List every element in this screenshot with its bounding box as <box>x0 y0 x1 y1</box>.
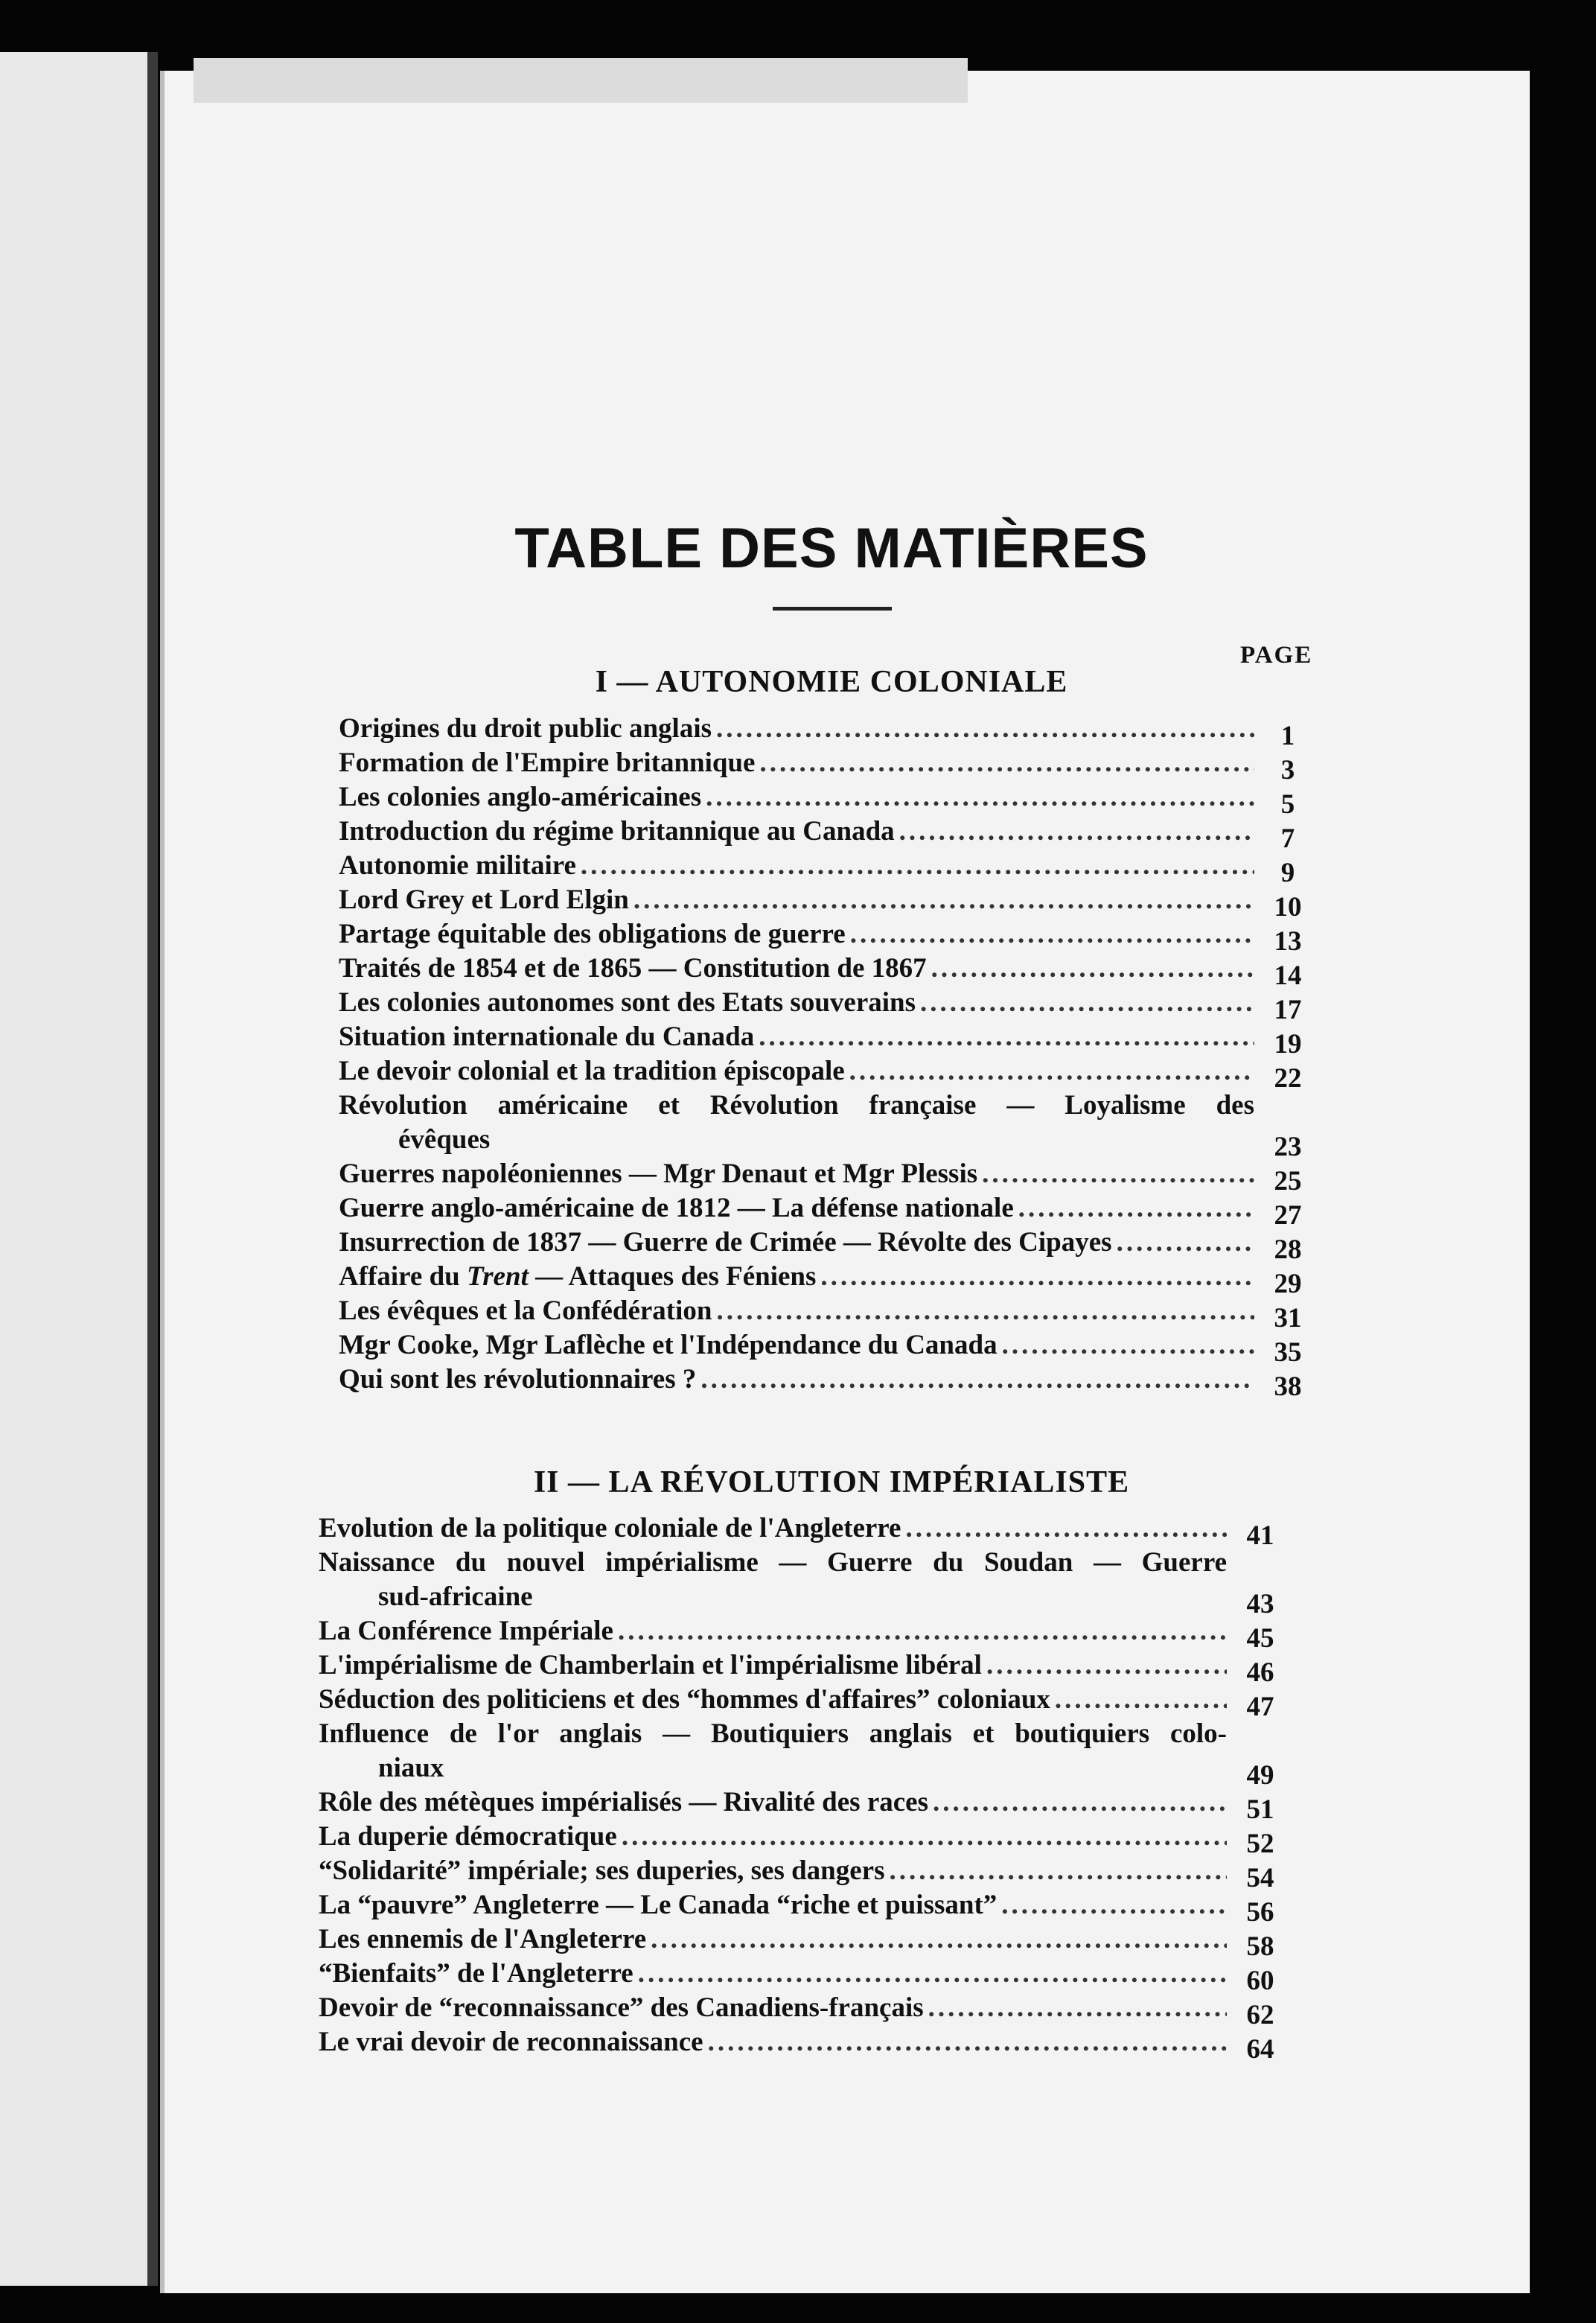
toc-entry-title-line2 <box>398 1123 1254 1157</box>
toc-page-number: 13 <box>1274 926 1302 957</box>
dot-leader <box>933 1785 1227 1820</box>
toc-entry-title-line1: Révolution américaine et Révolution française — Loyalisme des <box>339 1090 1254 1121</box>
page-top-strip <box>194 58 968 103</box>
toc-entry-title: Guerre anglo-américaine de 1812 — La défense nationale <box>339 1193 1014 1223</box>
toc-page-number: 14 <box>1274 960 1302 991</box>
toc-entry <box>319 1991 1286 2030</box>
dot-leader <box>581 849 1254 883</box>
toc-entry-title: Mgr Cooke, Mgr Laflèche et l'Indépendance du Canada <box>339 1330 998 1360</box>
dot-leader <box>638 1957 1227 1991</box>
dot-leader <box>708 2025 1227 2059</box>
toc-entry-title: La “pauvre” Angleterre — Le Canada “riche et puissant” <box>319 1890 998 1920</box>
dot-leader <box>920 986 1254 1020</box>
dot-leader <box>1002 1328 1254 1363</box>
toc-entry-title: Le devoir colonial et la tradition épiscopale <box>339 1056 845 1086</box>
toc-page-number: 35 <box>1274 1337 1302 1368</box>
toc-page-number: 17 <box>1274 995 1302 1025</box>
toc-entry-title: Evolution de la politique coloniale de l'Angleterre <box>319 1513 901 1543</box>
toc-entry-title-line1: Naissance du nouvel impérialisme — Guerre du Soudan — Guerre <box>319 1547 1227 1578</box>
toc-entry <box>339 1191 1314 1231</box>
toc-entry-title: L'impérialisme de Chamberlain et l'impérialisme libéral <box>319 1650 982 1680</box>
toc-entry <box>339 1363 1314 1402</box>
toc-page-number: 3 <box>1280 755 1295 786</box>
toc-page-number: 41 <box>1246 1520 1274 1551</box>
dot-leader <box>928 1991 1227 2025</box>
toc-entry <box>339 1020 1314 1059</box>
dot-leader <box>820 1260 1254 1294</box>
toc-entry-title-italic: Trent <box>466 1261 529 1292</box>
dot-leader <box>716 712 1254 746</box>
toc-entry <box>319 1717 1286 1791</box>
toc-entry-continuation: niaux <box>378 1753 444 1783</box>
toc-entry <box>339 1089 1314 1162</box>
toc-entry <box>339 952 1314 991</box>
toc-entry-title <box>339 1260 816 1294</box>
toc-entry <box>319 2025 1286 2065</box>
toc-entry-title: Séduction des politiciens et des “hommes d'affaires” coloniaux <box>319 1684 1050 1715</box>
toc-entry-continuation: évêques <box>398 1124 491 1155</box>
toc-entry-title: “Solidarité” impériale; ses duperies, ses dangers <box>319 1855 885 1886</box>
dot-leader <box>1001 1888 1227 1922</box>
toc-entry <box>319 1854 1286 1893</box>
toc-entry <box>339 780 1314 820</box>
dot-leader <box>1055 1683 1227 1717</box>
toc-page-number: 23 <box>1274 1132 1302 1162</box>
toc-page-number: 54 <box>1246 1863 1274 1893</box>
dot-leader <box>849 1054 1254 1089</box>
dot-leader <box>1117 1226 1254 1260</box>
dot-leader <box>982 1157 1254 1191</box>
dot-leader <box>759 746 1254 780</box>
dot-leader <box>633 883 1254 917</box>
toc-page-number: 45 <box>1246 1623 1274 1654</box>
toc-page-number: 25 <box>1274 1166 1302 1196</box>
toc-entry <box>339 712 1314 751</box>
toc-entry <box>339 746 1314 786</box>
toc-entry-title: Rôle des métèques impérialisés — Rivalité des races <box>319 1787 928 1817</box>
section-heading-1: I — AUTONOMIE COLONIALE <box>595 665 1068 699</box>
toc-page-number: 31 <box>1274 1303 1302 1333</box>
page-gutter <box>147 52 158 2286</box>
toc-page-number: 1 <box>1280 721 1295 751</box>
toc-page-number: 43 <box>1246 1589 1274 1619</box>
toc-page-number: 9 <box>1280 858 1295 888</box>
toc-entry-title: “Bienfaits” de l'Angleterre <box>319 1958 633 1989</box>
toc-page-number: 64 <box>1246 2034 1274 2065</box>
toc-entry <box>319 1614 1286 1654</box>
toc-page-number: 5 <box>1280 789 1295 820</box>
toc-page-number: 47 <box>1246 1692 1274 1722</box>
toc-entry-title: Les colonies anglo-américaines <box>339 782 702 812</box>
toc-entry-title: Devoir de “reconnaissance” des Canadiens-français <box>319 1992 924 2023</box>
toc-entry-title: La duperie démocratique <box>319 1821 617 1852</box>
toc-entry-title-line2 <box>378 1751 1227 1785</box>
dot-leader <box>986 1648 1227 1683</box>
toc-entry <box>339 1054 1314 1094</box>
left-page-edge <box>0 52 153 2286</box>
toc-entry <box>319 1922 1286 1962</box>
toc-entry-title: Qui sont les révolutionnaires ? <box>339 1364 697 1395</box>
toc-entry <box>339 883 1314 922</box>
toc-entry <box>319 1957 1286 1996</box>
toc-page-number: 52 <box>1246 1829 1274 1859</box>
toc-entry <box>319 1546 1286 1619</box>
dot-leader <box>905 1511 1227 1546</box>
toc-page-number: 62 <box>1246 2000 1274 2030</box>
toc-page-number: 58 <box>1246 1931 1274 1962</box>
toc-entry <box>339 1157 1314 1196</box>
dot-leader <box>651 1922 1227 1957</box>
toc-entry-title: Les ennemis de l'Angleterre <box>319 1924 647 1954</box>
title-rule <box>773 607 892 611</box>
toc-entry <box>319 1648 1286 1688</box>
dot-leader <box>618 1614 1227 1648</box>
toc-entry <box>319 1683 1286 1722</box>
toc-page-number: 49 <box>1246 1760 1274 1791</box>
toc-entry-title: Traités de 1854 et de 1865 — Constitution de 1867 <box>339 953 927 984</box>
toc-entry <box>339 1328 1314 1368</box>
toc-entry-title-line2 <box>378 1580 1227 1614</box>
toc-page-number: 7 <box>1280 823 1295 854</box>
dot-leader <box>899 815 1254 849</box>
toc-entry-title: Lord Grey et Lord Elgin <box>339 885 629 915</box>
page-column-label: PAGE <box>1240 642 1313 669</box>
toc-list-section-2 <box>319 1511 1286 2065</box>
toc-list-section-1 <box>339 712 1314 1402</box>
toc-entry <box>339 1260 1314 1299</box>
toc-page-number: 27 <box>1274 1200 1302 1231</box>
toc-page-number: 22 <box>1274 1063 1302 1094</box>
toc-entry-title-suffix: — Attaques des Féniens <box>528 1261 817 1292</box>
dot-leader <box>890 1854 1227 1888</box>
toc-entry <box>339 849 1314 888</box>
toc-entry-title: Origines du droit public anglais <box>339 713 712 744</box>
toc-entry <box>339 917 1314 957</box>
toc-entry-title: Insurrection de 1837 — Guerre de Crimée — Révolte des Cipayes <box>339 1227 1112 1258</box>
toc-page-number: 51 <box>1246 1794 1274 1825</box>
toc-entry-title: Guerres napoléoniennes — Mgr Denaut et Mgr Plessis <box>339 1159 978 1189</box>
toc-entry-title: Introduction du régime britannique au Canada <box>339 816 895 847</box>
toc-page-number: 46 <box>1246 1657 1274 1688</box>
toc-page-number: 19 <box>1274 1029 1302 1059</box>
toc-page-number: 56 <box>1246 1897 1274 1928</box>
toc-entry-title-prefix: Affaire du <box>339 1261 467 1292</box>
toc-page-number: 38 <box>1274 1371 1302 1402</box>
toc-entry-title: Partage équitable des obligations de guerre <box>339 919 846 949</box>
dot-leader <box>759 1020 1254 1054</box>
toc-entry-title: Autonomie militaire <box>339 850 576 881</box>
toc-entry-title: Le vrai devoir de reconnaissance <box>319 2027 703 2057</box>
toc-entry-title: Situation internationale du Canada <box>339 1022 755 1052</box>
toc-page-number: 10 <box>1274 892 1302 922</box>
dot-leader <box>700 1363 1254 1397</box>
toc-entry <box>339 986 1314 1025</box>
toc-entry-continuation: sud-africaine <box>378 1581 533 1612</box>
dot-leader <box>1018 1191 1254 1226</box>
page-title: TABLE DES MATIÈRES <box>514 517 1149 580</box>
toc-entry-title: Formation de l'Empire britannique <box>339 748 756 778</box>
toc-entry-title: Les colonies autonomes sont des Etats souverains <box>339 987 916 1018</box>
toc-entry <box>339 1226 1314 1265</box>
toc-entry <box>319 1785 1286 1825</box>
section-heading-2: II — LA RÉVOLUTION IMPÉRIALISTE <box>533 1465 1130 1500</box>
toc-page-number: 28 <box>1274 1234 1302 1265</box>
dot-leader <box>931 952 1254 986</box>
toc-entry <box>339 1294 1314 1333</box>
toc-page-number: 60 <box>1246 1966 1274 1996</box>
dot-leader <box>717 1294 1255 1328</box>
toc-entry-title-line1: Influence de l'or anglais — Boutiquiers anglais et boutiquiers colo- <box>319 1718 1227 1749</box>
dot-leader <box>850 917 1254 952</box>
toc-entry <box>319 1888 1286 1928</box>
dot-leader <box>706 780 1254 815</box>
toc-entry <box>339 815 1314 854</box>
toc-entry <box>319 1511 1286 1551</box>
toc-entry-title: Les évêques et la Confédération <box>339 1296 712 1326</box>
toc-page-number: 29 <box>1274 1269 1302 1299</box>
toc-entry-title: La Conférence Impériale <box>319 1616 613 1646</box>
dot-leader <box>622 1820 1227 1854</box>
toc-entry <box>319 1820 1286 1859</box>
